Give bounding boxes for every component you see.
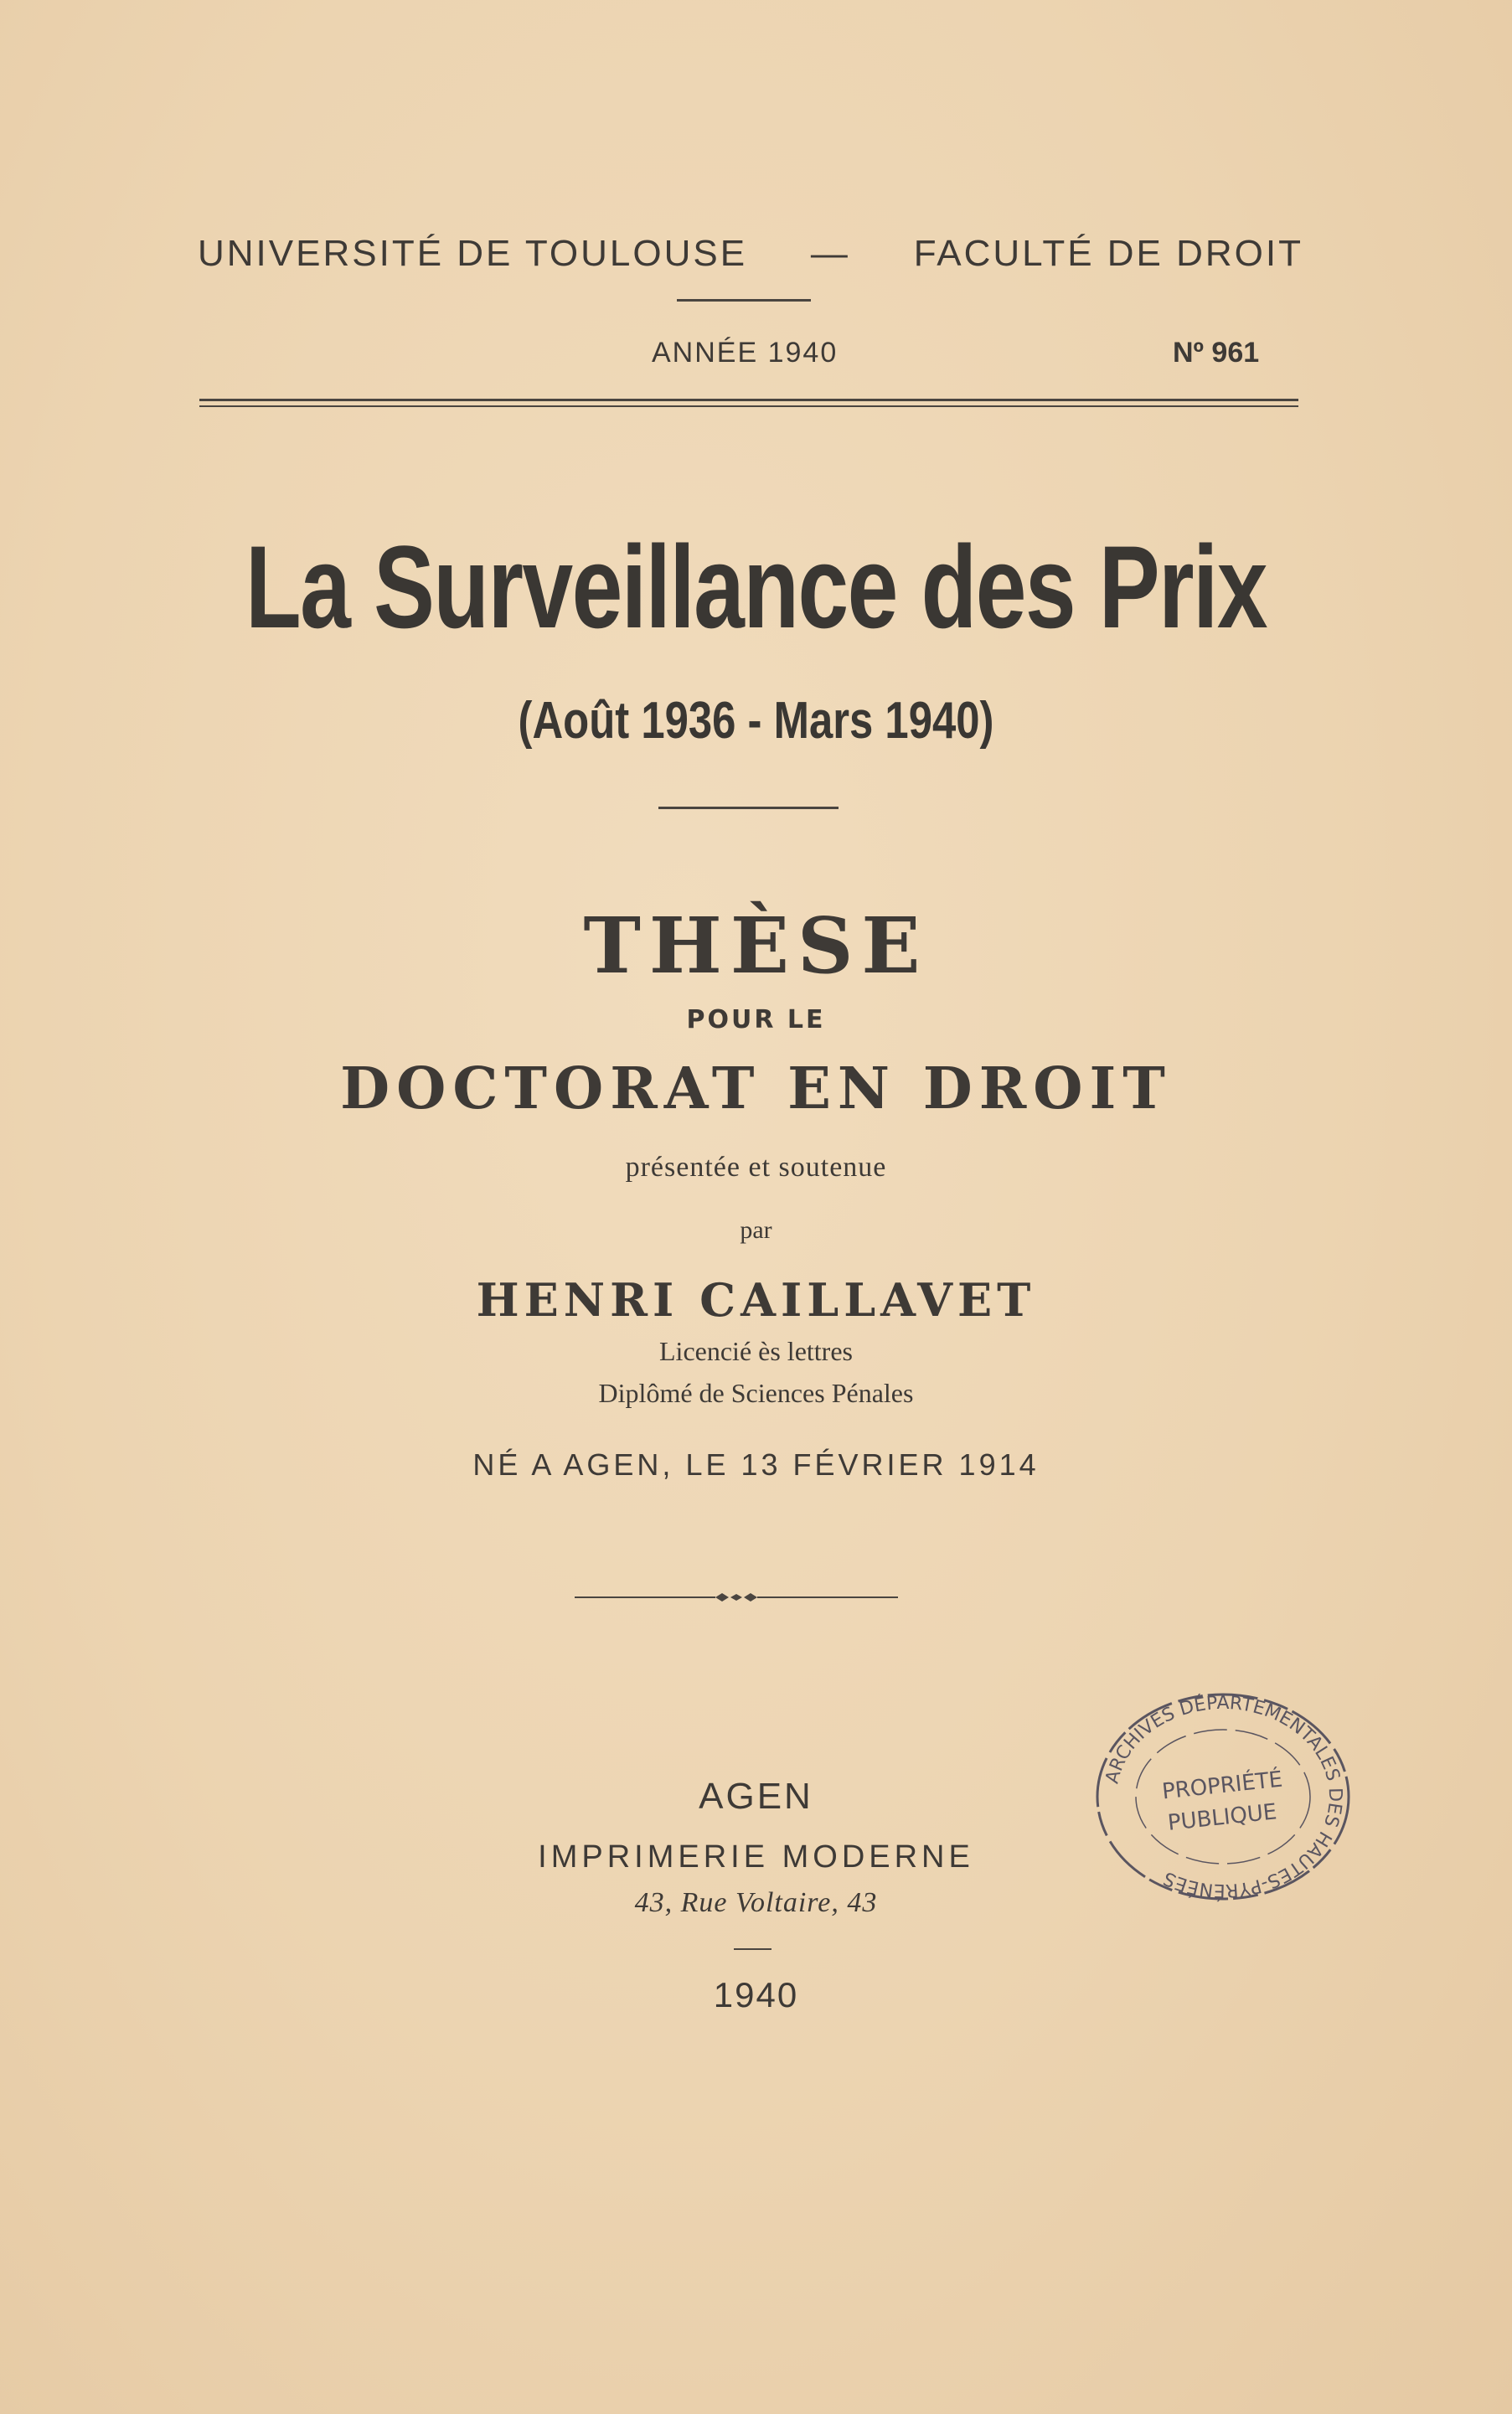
- thesis-number: Nº 961: [1173, 337, 1260, 369]
- academic-year: ANNÉE 1940: [652, 337, 839, 369]
- author-credential-2: Diplômé de Sciences Pénales: [598, 1378, 914, 1408]
- imprint-short-rule: [734, 1948, 771, 1950]
- publication-year: 1940: [713, 1975, 799, 2014]
- title-dates: (Août 1936 - Mars 1940): [518, 692, 994, 750]
- imprint-city: AGEN: [699, 1776, 813, 1817]
- university-header: [198, 233, 1303, 275]
- university-name: UNIVERSITÉ DE TOULOUSE: [198, 233, 748, 274]
- imprint-printer: IMPRIMERIE MODERNE: [538, 1839, 974, 1875]
- presented-text: présentée et soutenue: [625, 1152, 887, 1183]
- ornamental-divider: [575, 1587, 898, 1607]
- faculty-name: FACULTÉ DE DROIT: [913, 233, 1303, 274]
- header-dash: —: [810, 233, 850, 274]
- par-text: par: [740, 1216, 772, 1244]
- stamp-line-2: PUBLIQUE: [1166, 1799, 1278, 1836]
- thesis-heading: THÈSE: [583, 900, 929, 991]
- title-separator: [658, 807, 839, 809]
- header-double-rule-top: [199, 399, 1298, 401]
- archive-stamp: [1085, 1684, 1361, 1910]
- imprint-address: 43, Rue Voltaire, 43: [634, 1887, 878, 1918]
- stamp-line-1: PROPRIÉTÉ: [1160, 1767, 1284, 1805]
- author-name: HENRI CAILLAVET: [476, 1273, 1036, 1327]
- degree-title: DOCTORAT EN DROIT: [340, 1055, 1172, 1122]
- header-double-rule-bottom: [199, 405, 1298, 407]
- stamp-ring-text: ARCHIVES DÉPARTEMENTALES DES HAUTES-PYRÉNÉES: [1102, 1692, 1346, 1901]
- header-short-rule: [677, 299, 811, 302]
- author-birth: NÉ A AGEN, LE 13 FÉVRIER 1914: [472, 1447, 1040, 1482]
- main-title: La Surveillance des Prix: [245, 521, 1267, 653]
- author-credential-1: Licencié ès lettres: [659, 1336, 853, 1366]
- pour-le-text: POUR LE: [686, 1005, 826, 1034]
